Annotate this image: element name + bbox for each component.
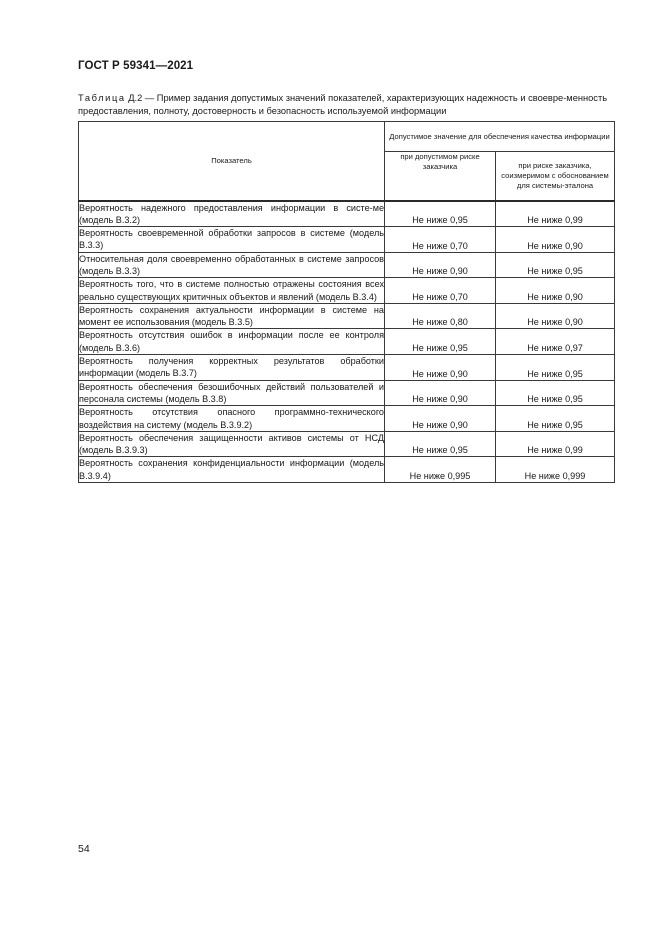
value-acceptable-risk: Не ниже 0,90 [385,252,496,278]
table-row [79,227,615,253]
caption-number: Д.2 [128,93,143,103]
value-reference-risk: Не ниже 0,95 [496,380,615,406]
indicator-name: Вероятность надежного предоставления информации в систе-ме (модель В.3.2) [79,202,384,225]
value-reference-risk: Не ниже 0,99 [496,201,615,227]
indicator-name: Относительная доля своевременно обработанных в системе запросов (модель В.3.3) [79,253,384,276]
table-row [79,252,615,278]
value-acceptable-risk: Не ниже 0,95 [385,431,496,457]
value-acceptable-risk: Не ниже 0,90 [385,406,496,432]
value-reference-risk: Не ниже 0,90 [496,227,615,253]
value-acceptable-risk: Не ниже 0,95 [385,329,496,355]
value-acceptable-risk: Не ниже 0,90 [385,380,496,406]
indicator-name: Вероятность отсутствия ошибок в информации после ее контроля (модель В.3.6) [79,330,384,353]
value-reference-risk: Не ниже 0,90 [496,303,615,329]
value-reference-risk: Не ниже 0,95 [496,355,615,381]
indicator-name: Вероятность своевременной обработки запросов в системе (модель В.3.3) [79,228,384,251]
column-header-acceptable-risk: при допустимом риске заказчика [385,152,496,201]
table-row [79,303,615,329]
table-row [79,431,615,457]
indicator-name: Вероятность сохранения конфиденциальности информации (модель В.3.9.4) [79,458,384,481]
value-reference-risk: Не ниже 0,97 [496,329,615,355]
table-row [79,355,615,381]
indicators-table [78,121,615,483]
table-row [79,201,615,227]
value-acceptable-risk: Не ниже 0,95 [385,201,496,227]
value-reference-risk: Не ниже 0,99 [496,431,615,457]
table-row [79,278,615,304]
page-number: 54 [78,843,90,855]
table-row [79,406,615,432]
value-acceptable-risk: Не ниже 0,70 [385,227,496,253]
value-acceptable-risk: Не ниже 0,80 [385,303,496,329]
caption-label: Таблица [78,93,126,103]
value-acceptable-risk: Не ниже 0,995 [385,457,496,483]
table-row [79,329,615,355]
indicator-name: Вероятность сохранения актуальности информации в системе на момент ее использования (модель В.3.5) [79,304,384,328]
caption-text: — Пример задания допустимых значений показателей, характеризующих надежность и своевре-менность предоставления, полноту, достоверность и безопасность используемой информации [78,93,608,116]
table-row [79,380,615,406]
indicator-name: Вероятность получения корректных результатов обработки информации (модель В.3.7) [79,356,384,379]
column-header-group: Допустимое значение для обеспечения качества информации [385,122,615,152]
indicator-name: Вероятность обеспечения защищенности активов системы от НСД (модель В.3.9.3) [79,432,384,456]
column-header-reference-risk: при риске заказчика, соизмеримом с обоснованием для системы-эталона [496,152,615,201]
table-body [79,201,615,483]
value-reference-risk: Не ниже 0,95 [496,252,615,278]
indicator-name: Вероятность того, что в системе полностью отражены состояния всех реально существующих критичных объектов и явлений (модель В.3.4) [79,279,384,302]
value-reference-risk: Не ниже 0,999 [496,457,615,483]
value-acceptable-risk: Не ниже 0,70 [385,278,496,304]
value-reference-risk: Не ниже 0,90 [496,278,615,304]
column-header-indicator: Показатель [79,122,385,201]
table-row [79,457,615,483]
table-caption [78,92,616,117]
value-reference-risk: Не ниже 0,95 [496,406,615,432]
document-header: ГОСТ Р 59341—2021 [78,60,194,72]
indicator-name: Вероятность отсутствия опасного программно-технического воздействия на систему (модель В.3.9.2) [79,407,384,430]
value-acceptable-risk: Не ниже 0,90 [385,355,496,381]
indicator-name: Вероятность обеспечения безошибочных действий пользователей и персонала системы (модель В.3.8) [79,381,384,404]
